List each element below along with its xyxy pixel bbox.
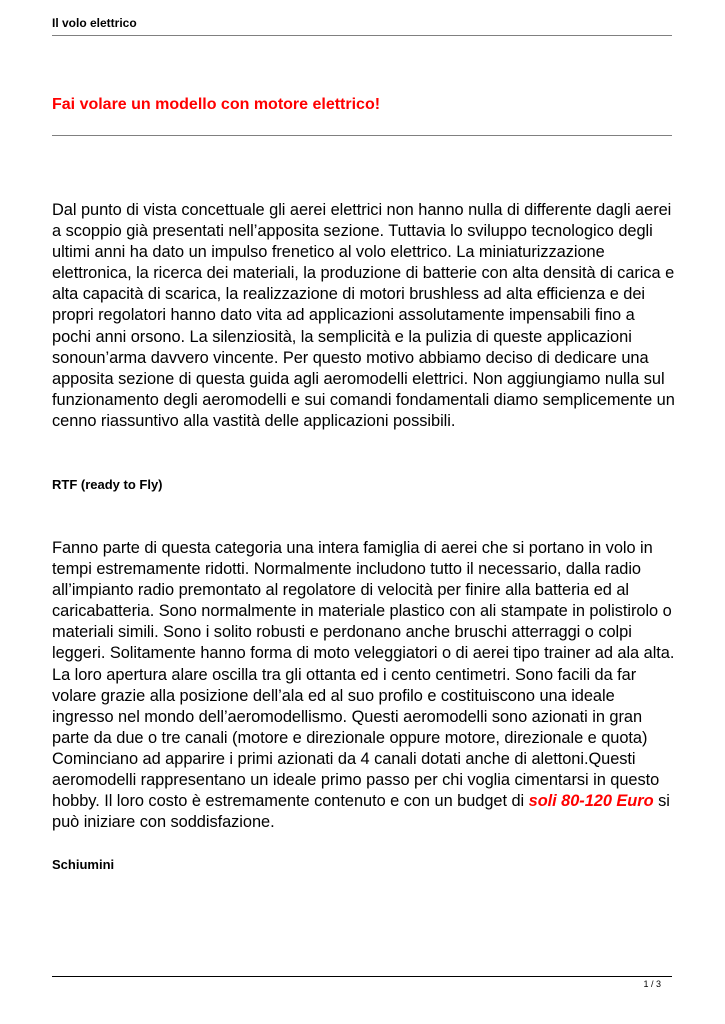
schiumini-heading: Schiumini xyxy=(52,857,115,872)
rtf-paragraph xyxy=(52,538,676,833)
header-divider xyxy=(52,35,672,36)
price-highlight: soli 80-120 Euro xyxy=(528,792,654,811)
intro-paragraph: Dal punto di vista concettuale gli aerei elettrici non hanno nulla di differente dagli aerei a scoppio già presentati nell’apposita sezione. Tuttavia lo sviluppo tecnologico degli ultimi anni ha dato un impulso frenetico al volo elettrico. La miniaturizzazione elettronica, la ricerca dei materiali, la produzione di batterie con alta densità di carica e alta capacità di scarica, la realizzazione di motori brushless ad alta efficienza e dei propri regolatori hanno dato vita ad applicazioni assolutamente impensabili fino a pochi anni orsono. La silenziosità, la semplicità e la pulizia di queste applicazioni sonoun’arma davvero vincente. Per questo motivo abbiamo deciso di dedicare una apposita sezione di questa guida agli aeromodelli elettrici. Non aggiungiamo nulla sul funzionamento degli aeromodelli e sui comandi fondamentali diamo semplicemente un cenno riassuntivo alla vastità delle applicazioni possibili. xyxy=(52,201,675,430)
article-title: Fai volare un modello con motore elettrico! xyxy=(52,96,381,113)
page-number: 1 / 3 xyxy=(643,979,661,989)
footer-divider xyxy=(52,976,672,977)
rtf-text-before-price: Fanno parte di questa categoria una intera famiglia di aerei che si portano in volo in tempi estremamente ridotti. Normalmente includono tutto il necessario, dalla radio all’impianto radio premontato al regolatore di velocità per finire alla batteria ed al caricabatteria. Sono normalmente in materiale plastico con ali stampate in polistirolo o materiali simili. Sono i solito robusti e perdonano anche bruschi atterraggi o colpi leggeri. Solitamente hanno forma di moto veleggiatori o di aerei tipo trainer ad ala alta. La loro apertura alare oscilla tra gli ottanta ed i cento centimetri. Sono facili da far volare grazie alla posizione dell’ala ed al suo profilo e costituiscono una ideale ingresso nel mondo dell’aeromodellismo. Questi aeromodelli sono azionati in gran parte da due o tre canali (motore e direzionale oppure motore, direzionale e quota) Cominciano ad apparire i primi azionati da 4 canali dotati anche di alettoni.Questi aeromodelli rappresentano un ideale primo passo per chi voglia cimentarsi in questo hobby. Il loro costo è estremamente contenuto e con un budget di xyxy=(52,539,675,811)
rtf-text-after-price: si può iniziare con soddisfazione. xyxy=(52,792,670,832)
title-divider xyxy=(52,135,672,136)
running-header: Il volo elettrico xyxy=(52,16,137,30)
rtf-heading: RTF (ready to Fly) xyxy=(52,477,163,492)
